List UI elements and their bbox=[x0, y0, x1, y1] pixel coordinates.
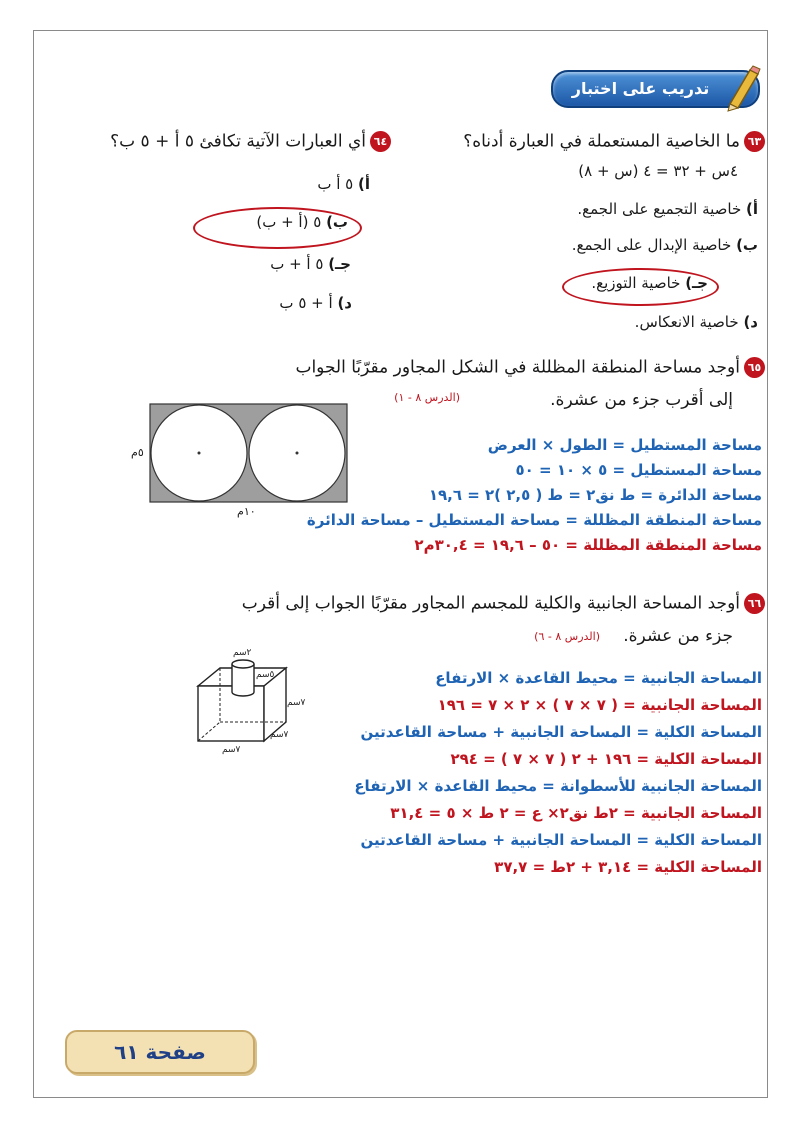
q65-solution-line: مساحة المنطقة المظللة = ٥٠ – ١٩,٦ = ٣٠,٤م٢ bbox=[414, 536, 762, 554]
q66-solution-line: المساحة الجانبية = ( ٧ × ٧ ) × ٢ × ٧ = ١٩٦ bbox=[437, 696, 762, 714]
q65-solution-line: مساحة الدائرة = ط نق٢ = ط ( ٢,٥ )٢ = ١٩,٦ bbox=[428, 486, 762, 504]
q63-option-d[interactable]: د) خاصية الانعكاس. bbox=[634, 313, 758, 331]
q63-text: ما الخاصية المستعملة في العبارة أدناه؟ bbox=[463, 131, 740, 152]
page-frame bbox=[33, 30, 768, 1098]
q66-solution-line: المساحة الجانبية = محيط القاعدة × الارتفاع bbox=[435, 669, 762, 687]
q65-width-label: ١٠م bbox=[237, 505, 256, 518]
q66-cyl-diameter-label: ٢سم bbox=[233, 648, 252, 658]
q65-solution-line: مساحة المنطقة المظللة = مساحة المستطيل – مساحة الدائرة bbox=[306, 511, 762, 529]
q64-option-a[interactable]: أ) ٥ أ ب bbox=[317, 175, 370, 193]
q66-question: ٦٦أوجد المساحة الجانبية والكلية للمجسم المجاور مقرّبًا الجواب إلى أقرب bbox=[242, 593, 765, 614]
q63-number: ٦٣ bbox=[744, 131, 765, 152]
q63-option-c[interactable]: جـ) خاصية التوزيع. bbox=[591, 274, 708, 292]
banner-title: تدريب على اختبار bbox=[571, 79, 710, 98]
q64-number: ٦٤ bbox=[370, 131, 391, 152]
q66-lesson-ref: (الدرس ٨ - ٦) bbox=[534, 630, 600, 643]
q66-box-depth-label: ٧سم bbox=[270, 730, 289, 740]
q63-expression: ٤س + ٣٢ = ٤ (س + ٨) bbox=[578, 162, 738, 180]
q65-solution bbox=[306, 436, 762, 561]
q66-solution bbox=[332, 669, 762, 885]
q63-question bbox=[463, 131, 765, 152]
q66-solution-line: المساحة الجانبية للأسطوانة = محيط القاعدة × الارتفاع bbox=[354, 777, 762, 795]
q64-text: أي العبارات الآتية تكافئ ٥ أ + ٥ ب؟ bbox=[110, 131, 366, 152]
q65-solution-line: مساحة المستطيل = ٥ × ١٠ = ٥٠ bbox=[515, 461, 762, 479]
q65-question: ٦٥أوجد مساحة المنطقة المظللة في الشكل المجاور مقرّبًا الجواب bbox=[295, 357, 765, 378]
q66-cyl-height-label: ٥سم bbox=[256, 670, 275, 680]
q65-height-label: ٥م bbox=[131, 446, 144, 459]
q64-option-c[interactable]: جـ) ٥ أ + ب bbox=[270, 255, 351, 273]
pencil-icon bbox=[722, 64, 764, 112]
q66-box-height-label: ٧سم bbox=[287, 698, 306, 708]
q66-solution-line: المساحة الجانبية = ٢ط نق٢× ع = ٢ ط × ٥ = ٣١,٤ bbox=[390, 804, 762, 822]
q66-solution-line: المساحة الكلية = ٣,١٤ + ٢ط = ٣٧,٧ bbox=[494, 858, 762, 876]
q63-option-a[interactable]: أ) خاصية التجميع على الجمع. bbox=[577, 200, 758, 218]
page-number-box: صفحة ٦١ bbox=[65, 1030, 255, 1074]
q66-question-line2: جزء من عشرة. bbox=[623, 626, 733, 646]
q65-question-line2: إلى أقرب جزء من عشرة. bbox=[550, 390, 733, 410]
test-practice-banner bbox=[551, 70, 760, 108]
q66-solid-figure bbox=[190, 650, 300, 760]
q65-number: ٦٥ bbox=[744, 357, 765, 378]
q63-option-b[interactable]: ب) خاصية الإبدال على الجمع. bbox=[571, 236, 758, 254]
q66-box-width-label: ٧سم bbox=[222, 745, 241, 755]
q66-number: ٦٦ bbox=[744, 593, 765, 614]
q66-solution-line: المساحة الكلية = المساحة الجانبية + مساحة القاعدتين bbox=[360, 831, 762, 849]
q66-solution-line: المساحة الكلية = ١٩٦ + ٢ ( ٧ × ٧ ) = ٢٩٤ bbox=[450, 750, 762, 768]
q64-option-d[interactable]: د) أ + ٥ ب bbox=[279, 294, 352, 312]
q65-solution-line: مساحة المستطيل = الطول × العرض bbox=[487, 436, 762, 454]
q64-option-b[interactable]: ب) ٥ (أ + ب) bbox=[256, 213, 348, 231]
q66-solution-line: المساحة الكلية = المساحة الجانبية + مساحة القاعدتين bbox=[360, 723, 762, 741]
q65-lesson-ref: (الدرس ٨ - ١) bbox=[394, 391, 460, 404]
q64-question bbox=[110, 131, 391, 152]
